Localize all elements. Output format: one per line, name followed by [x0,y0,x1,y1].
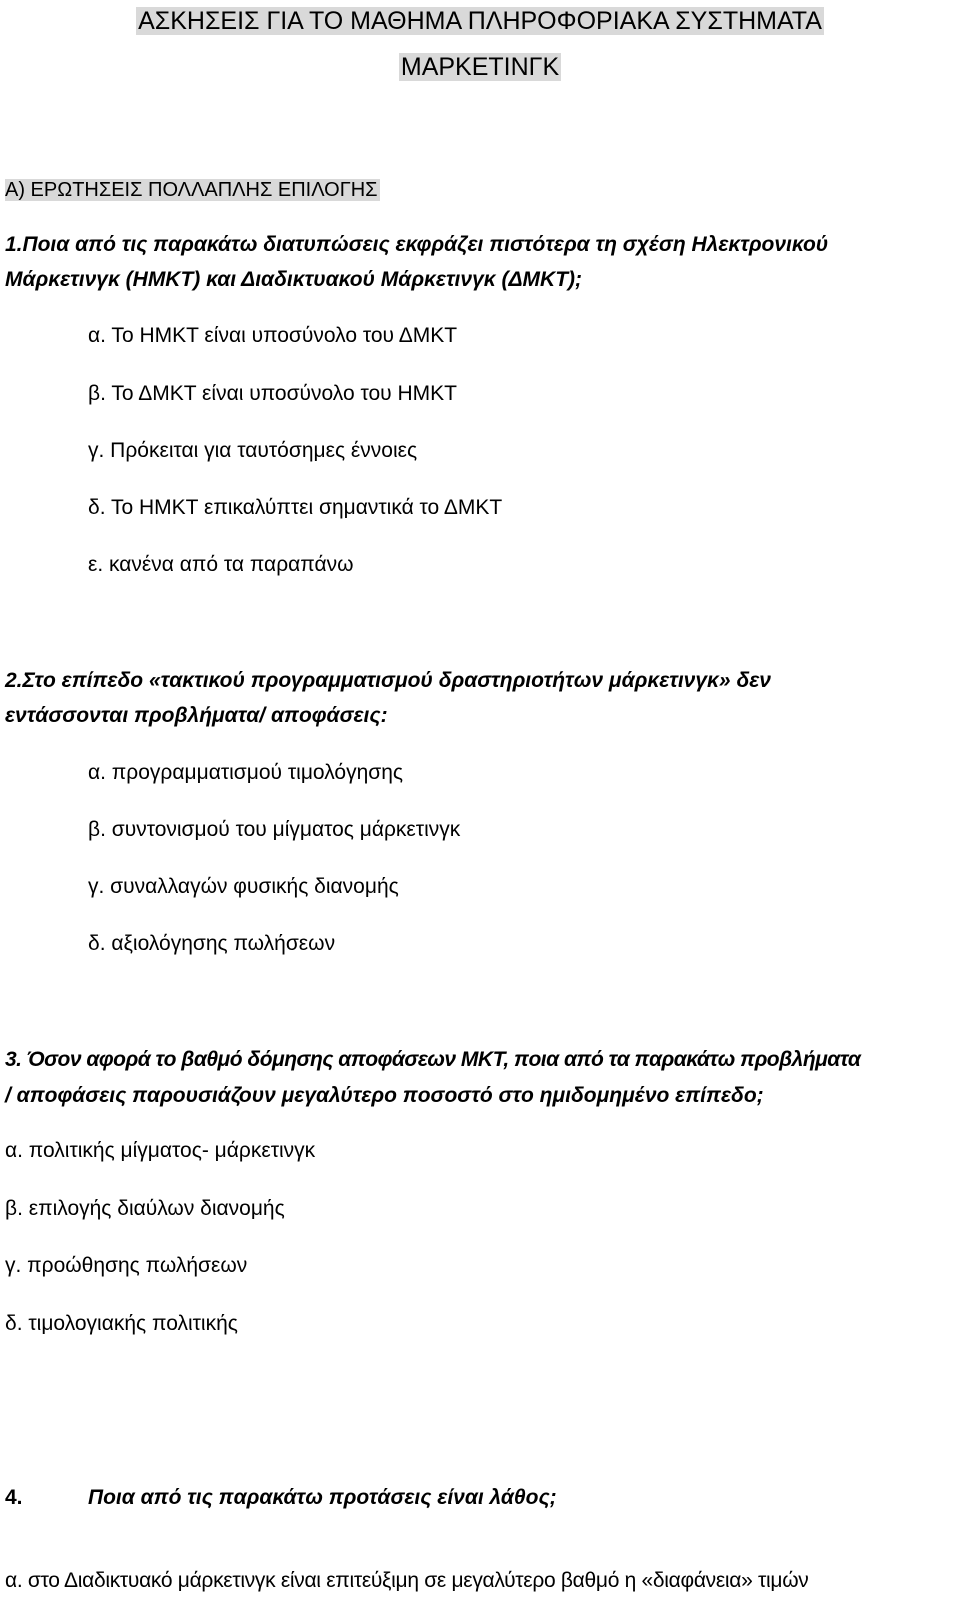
question-2-option-b: β. συντονισμού του μίγματος μάρκετινγκ [88,818,461,841]
question-1-option-b: β. Το ΔΜΚΤ είναι υποσύνολο του ΗΜΚΤ [88,382,457,405]
question-2-line-1: 2.Στο επίπεδο «τακτικού προγραμματισμού δραστηριοτήτων μάρκετινγκ» δεν [5,669,771,692]
question-3-line-2: / αποφάσεις παρουσιάζουν μεγαλύτερο ποσοστό στο ημιδομημένο επίπεδο; [5,1084,764,1107]
document-title-line-1 [0,4,960,38]
question-3-option-b: β. επιλογής διαύλων διανομής [5,1197,285,1220]
question-1-option-a: α. Το ΗΜΚΤ είναι υποσύνολο του ΔΜΚΤ [88,324,458,347]
title-text-2: ΜΑΡΚΕΤΙΝΓΚ [400,53,560,81]
section-heading-text: Α) ΕΡΩΤΗΣΕΙΣ ΠΟΛΛΑΠΛΗΣ ΕΠΙΛΟΓΗΣ [5,179,378,201]
question-3-option-d: δ. τιμολογιακής πολιτικής [5,1312,238,1335]
question-4-text: Ποια από τις παρακάτω προτάσεις είναι λάθος; [88,1486,557,1509]
document-title-line-2 [0,50,960,84]
question-4-number: 4. [5,1486,23,1509]
question-2-option-d: δ. αξιολόγησης πωλήσεων [88,932,336,955]
question-2-line-2: εντάσσονται προβλήματα/ αποφάσεις: [5,704,388,727]
question-2-option-c: γ. συναλλαγών φυσικής διανομής [88,875,399,898]
question-3-line-1: 3. Όσον αφορά το βαθμό δόμησης αποφάσεων ΜΚΤ, ποια από τα παρακάτω προβλήματα [5,1048,861,1071]
title-text-1: ΑΣΚΗΣΕΙΣ ΓΙΑ ΤΟ ΜΑΘΗΜΑ ΠΛΗΡΟΦΟΡΙΑΚΑ ΣΥΣΤΗΜΑΤΑ [138,7,822,35]
question-3-option-a: α. πολιτικής μίγματος- μάρκετινγκ [5,1139,316,1162]
question-1-option-e: ε. κανένα από τα παραπάνω [88,553,354,576]
question-2-option-a: α. προγραμματισμού τιμολόγησης [88,761,404,784]
question-1-option-c: γ. Πρόκειται για ταυτόσημες έννοιες [88,439,418,462]
question-1-option-d: δ. Το ΗΜΚΤ επικαλύπτει σημαντικά το ΔΜΚΤ [88,496,503,519]
section-heading [5,176,380,204]
question-1-line-1: 1.Ποια από τις παρακάτω διατυπώσεις εκφράζει πιστότερα τη σχέση Ηλεκτρονικού [5,233,829,256]
question-1-line-2: Μάρκετινγκ (ΗΜΚΤ) και Διαδικτυακού Μάρκετινγκ (ΔΜΚΤ); [5,268,583,291]
question-3-option-c: γ. προώθησης πωλήσεων [5,1254,248,1277]
question-4-option-a: α. στο Διαδικτυακό μάρκετινγκ είναι επιτεύξιμη σε μεγαλύτερο βαθμό η «διαφάνεια» τιμών [5,1569,809,1592]
